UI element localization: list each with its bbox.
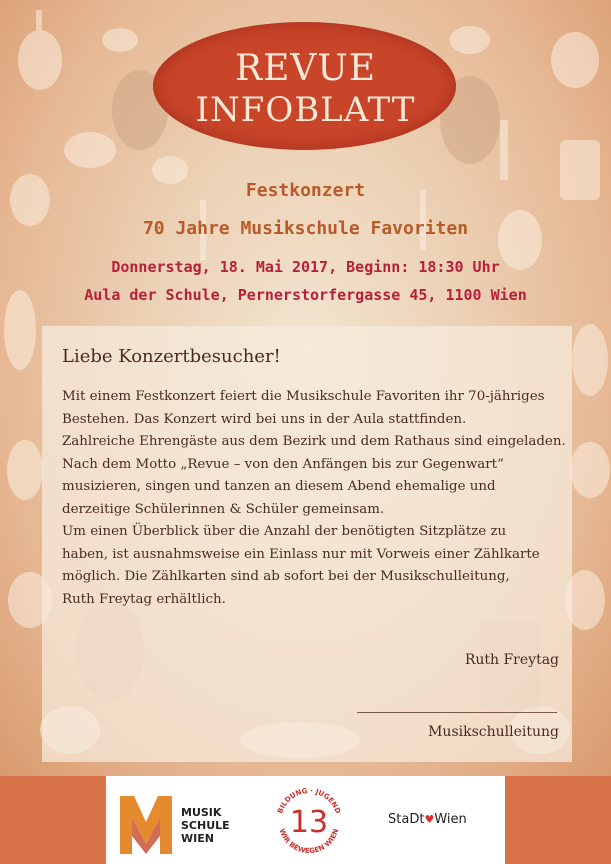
stadt-wien-right: Wien xyxy=(434,812,467,827)
letter-line: Nach dem Motto „Revue – von den Anfängen bis zur Gegenwart“ xyxy=(62,456,504,472)
jubilee-number: 13 xyxy=(289,805,329,840)
letter-line: derzeitige Schülerinnen & Schüler gemeinsam. xyxy=(62,501,385,517)
letter-body xyxy=(62,386,566,611)
letter-line: Ruth Freytag erhältlich. xyxy=(62,591,226,607)
jubilee-badge-icon xyxy=(270,782,348,860)
logo-text-line: WIEN xyxy=(181,832,214,845)
footer-pattern-right xyxy=(505,776,611,864)
letter-line: Bestehen. Das Konzert wird bei uns in der Aula stattfinden. xyxy=(62,411,467,427)
event-date: Donnerstag, 18. Mai 2017, Beginn: 18:30 Uhr xyxy=(111,258,500,276)
musikschule-logo-icon xyxy=(116,792,176,858)
logo-text-line: MUSIK xyxy=(181,806,222,819)
logo-text-line: SCHULE xyxy=(181,819,230,832)
signature-role: Musikschulleitung xyxy=(428,724,559,740)
signature-line xyxy=(357,712,557,713)
event-title: Festkonzert xyxy=(245,180,366,201)
letter-greeting: Liebe Konzertbesucher! xyxy=(62,346,281,367)
stadt-wien-left: StaDt xyxy=(388,812,425,827)
letter-line: Mit einem Festkonzert feiert die Musikschule Favoriten ihr 70-jähriges xyxy=(62,389,545,404)
title-revue: REVUE xyxy=(234,48,376,89)
jubilee-bottom-text: WIR BEWEGEN WIEN xyxy=(277,827,341,856)
musikschule-wien-text xyxy=(181,806,230,845)
letter-line: möglich. Die Zählkarten sind ab sofort bei der Musikschulleitung, xyxy=(62,569,510,584)
footer-pattern-left xyxy=(0,776,106,864)
letter-line: musizieren, singen und tanzen an diesem Abend ehemalige und xyxy=(62,479,496,494)
event-subtitle: 70 Jahre Musikschule Favoriten xyxy=(142,218,469,239)
letter-line: Zahlreiche Ehrengäste aus dem Bezirk und dem Rathaus sind eingeladen. xyxy=(62,434,566,449)
letter-line: Um einen Überblick über die Anzahl der benötigten Sitzplätze zu xyxy=(62,524,507,539)
heart-icon: ♥ xyxy=(424,813,435,826)
title-infoblatt: INFOBLATT xyxy=(195,90,416,130)
letter-line: haben, ist ausnahmsweise ein Einlass nur mit Vorweis einer Zählkarte xyxy=(62,546,540,562)
signature-name: Ruth Freytag xyxy=(464,652,559,668)
stadt-wien-logo xyxy=(388,812,467,827)
jubilee-top-text: BILDUNG · JUGEND xyxy=(276,786,342,815)
event-location: Aula der Schule, Pernerstorfergasse 45, 1100 Wien xyxy=(84,286,527,304)
